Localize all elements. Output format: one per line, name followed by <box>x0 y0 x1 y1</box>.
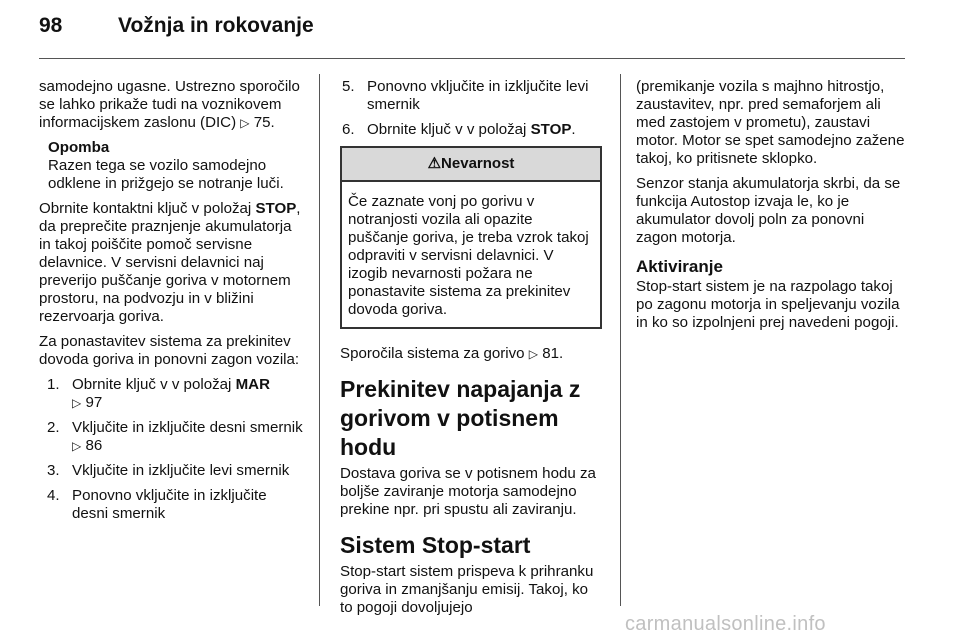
step-number: 1. <box>47 376 60 393</box>
watermark: carmanualsonline.info <box>625 613 826 635</box>
step-number: 6. <box>342 121 355 138</box>
paragraph-fuel-messages <box>340 345 602 363</box>
heading-activation: Aktiviranje <box>636 257 723 276</box>
reference-arrow-icon: ▷ <box>72 396 82 410</box>
paragraph-autostop: (premikanje vozila s majhno hitrostjo, zaustavitev, npr. pred semaforjem ali med zastojem v prometu), zaustavi motor. Motor se spet samodejno zažene takoj, ko pritisnete sklopko. <box>636 78 905 167</box>
page-title: Vožnja in rokovanje <box>118 14 314 37</box>
paragraph-stop-start: Stop-start sistem prispeva k prihranku goriva in zmanjšanju emisij. Takoj, ko to pogoji dovoljujejo <box>340 563 594 616</box>
paragraph-dic <box>39 78 305 132</box>
step-text: Obrnite ključ v v položaj <box>367 121 531 138</box>
step-text: Vključite in izključite levi smernik <box>72 462 290 479</box>
list-item <box>47 419 305 455</box>
bold-term: MAR <box>235 376 270 393</box>
bold-term: STOP <box>530 121 572 138</box>
reference-arrow-icon: ▷ <box>528 347 538 361</box>
warning-text: Če zaznate vonj po gorivu v notranjosti vozila ali opazite puščanje goriva, je treba vzrok takoj odpraviti v servisni delavnici. V izogib nevarnosti požara ne ponastavite sistema za prekinitev dovoda goriva. <box>348 193 589 318</box>
step-text: Ponovno vključite in izključite levi smernik <box>367 78 589 113</box>
heading-stop-start: Sistem Stop-start <box>340 532 531 558</box>
page-reference[interactable]: 75. <box>253 114 275 131</box>
step-text: . <box>571 121 576 138</box>
step-number: 2. <box>47 419 60 436</box>
list-item <box>47 487 305 523</box>
column-divider-2 <box>620 74 621 606</box>
column-1 <box>39 78 305 530</box>
page-reference[interactable]: 86 <box>85 437 103 454</box>
reference-arrow-icon: ▷ <box>240 116 250 130</box>
warning-header <box>342 148 600 182</box>
heading-fuel-cutoff: Prekinitev napajanja z gorivom v potisnem hodu <box>340 376 581 460</box>
page-reference[interactable]: 81. <box>542 345 564 362</box>
warning-label: Nevarnost <box>441 155 515 172</box>
paragraph-text: , da preprečite praznjenje akumulatorja in takoj poiščite pomoč servisne delavnice. V servisni delavnici naj preverijo puščanje goriva v motornem prostoru, na podvozju in v bližini rezervoarja goriva. <box>39 200 301 325</box>
list-item <box>47 376 305 412</box>
step-text: Vključite in izključite desni smernik <box>72 419 303 436</box>
header-rule <box>39 58 905 59</box>
warning-box <box>340 146 602 329</box>
column-divider-1 <box>319 74 320 606</box>
step-text: Ponovno vključite in izključite desni smernik <box>72 487 267 522</box>
paragraph-text: Obrnite kontaktni ključ v položaj <box>39 200 256 217</box>
paragraph-battery-sensor: Senzor stanja akumulatorja skrbi, da se funkcija Autostop izvaja le, ko je akumulator dovolj poln za ponovni zagon motorja. <box>636 175 901 246</box>
step-number: 3. <box>47 462 60 479</box>
note-text: Razen tega se vozilo samodejno odklene in prižgejo se notranje luči. <box>48 157 284 192</box>
note-box <box>48 139 305 193</box>
column-3 <box>636 78 908 339</box>
step-number: 5. <box>342 78 355 95</box>
paragraph-text: Sporočila sistema za gorivo <box>340 345 529 362</box>
paragraph-activation: Stop-start sistem je na razpolago takoj po zagonu motorja in speljevanju vozila in ko so izpolnjeni prej navedeni pogoji. <box>636 278 900 331</box>
step-number: 4. <box>47 487 60 504</box>
list-item <box>342 121 602 139</box>
reset-steps-list-continued <box>340 78 602 139</box>
note-label: Opomba <box>48 139 110 156</box>
list-item <box>47 462 305 480</box>
bold-term: STOP <box>255 200 297 217</box>
page-reference[interactable]: 97 <box>85 394 103 411</box>
step-text: Obrnite ključ v v položaj <box>72 376 236 393</box>
warning-triangle-icon: ⚠ <box>427 155 442 172</box>
page-number: 98 <box>39 14 63 37</box>
column-2 <box>340 78 602 624</box>
paragraph-reset-intro: Za ponastavitev sistema za prekinitev dovoda goriva in ponovni zagon vozila: <box>39 333 300 368</box>
paragraph-stop <box>39 200 305 326</box>
reference-arrow-icon: ▷ <box>72 439 82 453</box>
reset-steps-list <box>39 376 305 523</box>
paragraph-fuel-cutoff: Dostava goriva se v potisnem hodu za boljše zaviranje motorja samodejno prekine npr. pri spustu ali zaviranju. <box>340 465 596 518</box>
paragraph-text: samodejno ugasne. Ustrezno sporočilo se lahko prikaže tudi na voznikovem informacijskem zaslonu (DIC) <box>39 78 300 131</box>
list-item <box>342 78 602 114</box>
